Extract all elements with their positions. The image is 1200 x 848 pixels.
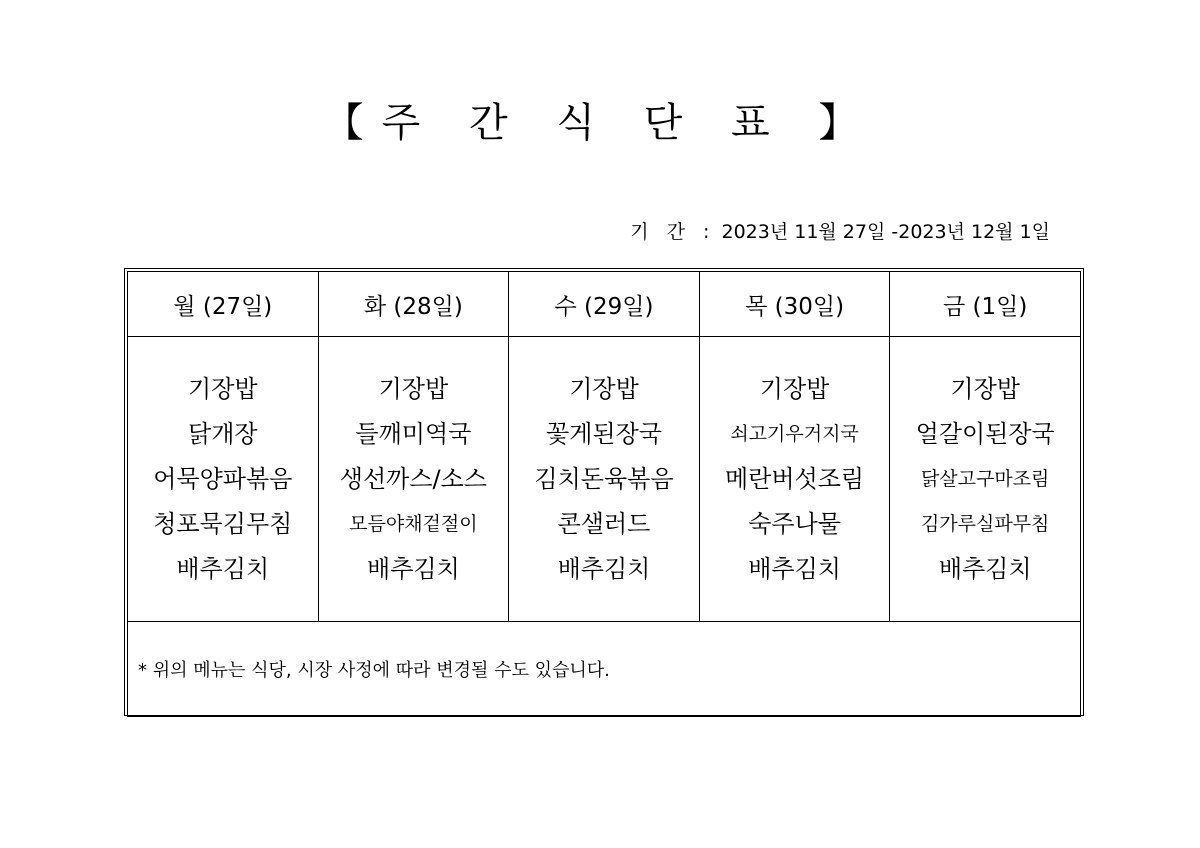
menu-item: 생선까스/소스 — [339, 465, 487, 493]
menu-item: 콘샐러드 — [557, 510, 651, 538]
day-menu-wed — [509, 337, 700, 622]
note-row — [128, 622, 1081, 717]
menu-item: 배추김치 — [176, 555, 270, 583]
menu-item: 기장밥 — [950, 375, 1020, 403]
menu-item: 모듬야채겉절이 — [349, 513, 478, 535]
day-menu-tue — [318, 337, 509, 622]
day-header-fri: 금 (1일) — [890, 272, 1081, 337]
period-line — [560, 219, 1050, 245]
menu-item: 배추김치 — [557, 555, 651, 583]
menu-row — [128, 337, 1081, 622]
day-header-wed: 수 (29일) — [509, 272, 700, 337]
menu-item: 쇠고기우거지국 — [730, 423, 859, 445]
menu-item: 김가루실파무침 — [920, 513, 1050, 535]
menu-item: 기장밥 — [378, 375, 449, 403]
menu-item: 기장밥 — [759, 375, 830, 403]
menu-item: 배추김치 — [367, 555, 460, 583]
menu-item: 들깨미역국 — [355, 420, 472, 448]
day-menu-fri — [890, 337, 1081, 622]
menu-item: 배추김치 — [938, 555, 1032, 583]
menu-item: 꽃게된장국 — [546, 420, 662, 448]
menu-item: 기장밥 — [569, 375, 639, 403]
menu-item: 닭개장 — [188, 420, 258, 448]
page-title: 【주 간 식 단 표 】 — [323, 100, 877, 146]
weekly-menu-table — [127, 271, 1081, 717]
menu-item: 닭살고구마조림 — [920, 468, 1050, 490]
header-row — [128, 272, 1081, 337]
period-value: 2023년 11월 27일 -2023년 12월 1일 — [721, 221, 1050, 243]
menu-item: 청포묵김무침 — [153, 510, 293, 538]
menu-item: 김치돈육볶음 — [534, 465, 674, 493]
menu-item: 얼갈이된장국 — [915, 420, 1055, 448]
menu-item: 기장밥 — [188, 375, 258, 403]
period-label: 기 간 : — [630, 221, 716, 243]
day-header-thu: 목 (30일) — [699, 272, 890, 337]
day-header-mon: 월 (27일) — [128, 272, 319, 337]
menu-item: 배추김치 — [748, 555, 841, 583]
day-header-tue: 화 (28일) — [318, 272, 509, 337]
menu-table-frame — [124, 268, 1084, 716]
day-menu-thu — [699, 337, 890, 622]
day-menu-mon — [128, 337, 319, 622]
menu-item: 메란버섯조림 — [725, 465, 865, 493]
menu-item: 숙주나물 — [748, 510, 841, 538]
menu-item: 어묵양파볶음 — [153, 465, 293, 493]
menu-change-note: * 위의 메뉴는 식당, 시장 사정에 따라 변경될 수도 있습니다. — [128, 622, 1081, 717]
